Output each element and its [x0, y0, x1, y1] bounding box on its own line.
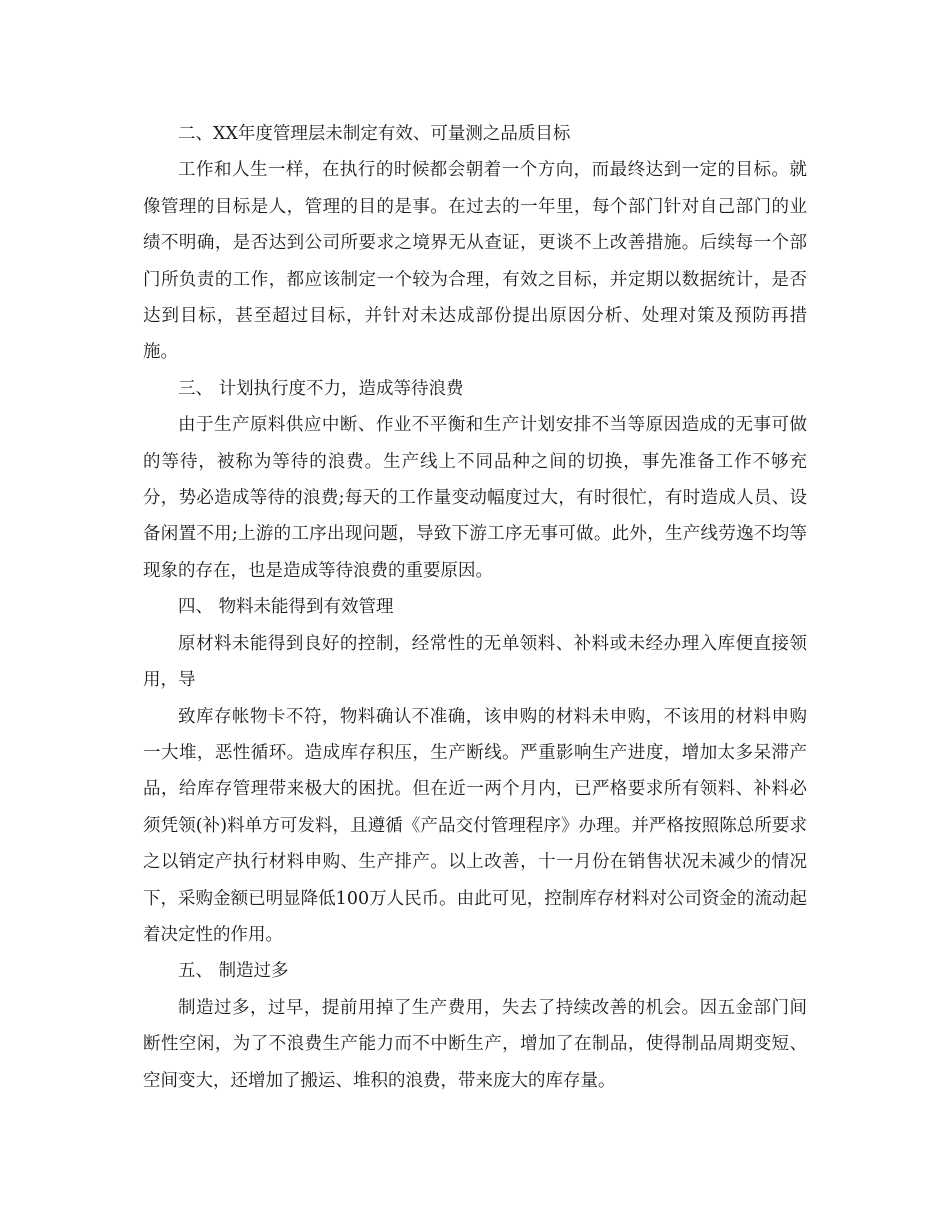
section-heading-2: 二、XX年度管理层未制定有效、可量测之品质目标 [178, 124, 571, 144]
body-paragraph: 工作和人生一样，在执行的时候都会朝着一个方向，而最终达到一定的目标。就像管理的目标是人，管理的目的是事。在过去的一年里，每个部门针对自己部门的业绩不明确，是否达到公司所要求之境界无从查证，更谈不上改善措施。后续每一个部门所负责的工作，都应该制定一个较为合理，有效之目标，并定期以数据统计，是否达到目标，甚至超过目标，并针对未达成部份提出原因分析、处理对策及预防再措施。 [143, 160, 807, 363]
body-paragraph: 由于生产原料供应中断、作业不平衡和生产计划安排不当等原因造成的无事可做的等待，被称为等待的浪费。生产线上不同品种之间的切换，事先准备工作不够充分，势必造成等待的浪费;每天的工作量变动幅度过大，有时很忙，有时造成人员、设备闲置不用;上游的工序出现问题，导致下游工序无事可做。此外，生产线劳逸不均等现象的存在，也是造成等待浪费的重要原因。 [143, 415, 807, 581]
body-paragraph: 制造过多，过早，提前用掉了生产费用，失去了持续改善的机会。因五金部门间断性空闲，为了不浪费生产能力而不中断生产，增加了在制品，使得制品周期变短、空间变大，还增加了搬运、堆积的浪费，带来庞大的库存量。 [143, 997, 807, 1091]
section-heading-3: 三、 计划执行度不力，造成等待浪费 [178, 378, 464, 399]
body-paragraph: 致库存帐物卡不符，物料确认不准确，该申购的材料未申购，不该用的材料申购一大堆，恶性循环。造成库存积压，生产断线。严重影响生产进度，增加太多呆滞产品，给库存管理带来极大的困扰。但在近一两个月内，已严格要求所有领料、补料必须凭领(补)料单方可发料，且遵循《产品交付管理程序》办理。并严格按照陈总所要求之以销定产执行材料申购、生产排产。以上改善，十一月份在销售状况未减少的情况下，采购金额已明显降低100万人民币。由此可见，控制库存材料对公司资金的流动起着决定性的作用。 [143, 706, 807, 945]
document-body [143, 116, 807, 1099]
body-paragraph: 原材料未能得到良好的控制，经常性的无单领料、补料或未经办理入库便直接领用，导 [143, 633, 807, 691]
section-heading-5: 五、 制造过多 [178, 961, 289, 982]
section-heading-4: 四、 物料未能得到有效管理 [178, 597, 394, 618]
